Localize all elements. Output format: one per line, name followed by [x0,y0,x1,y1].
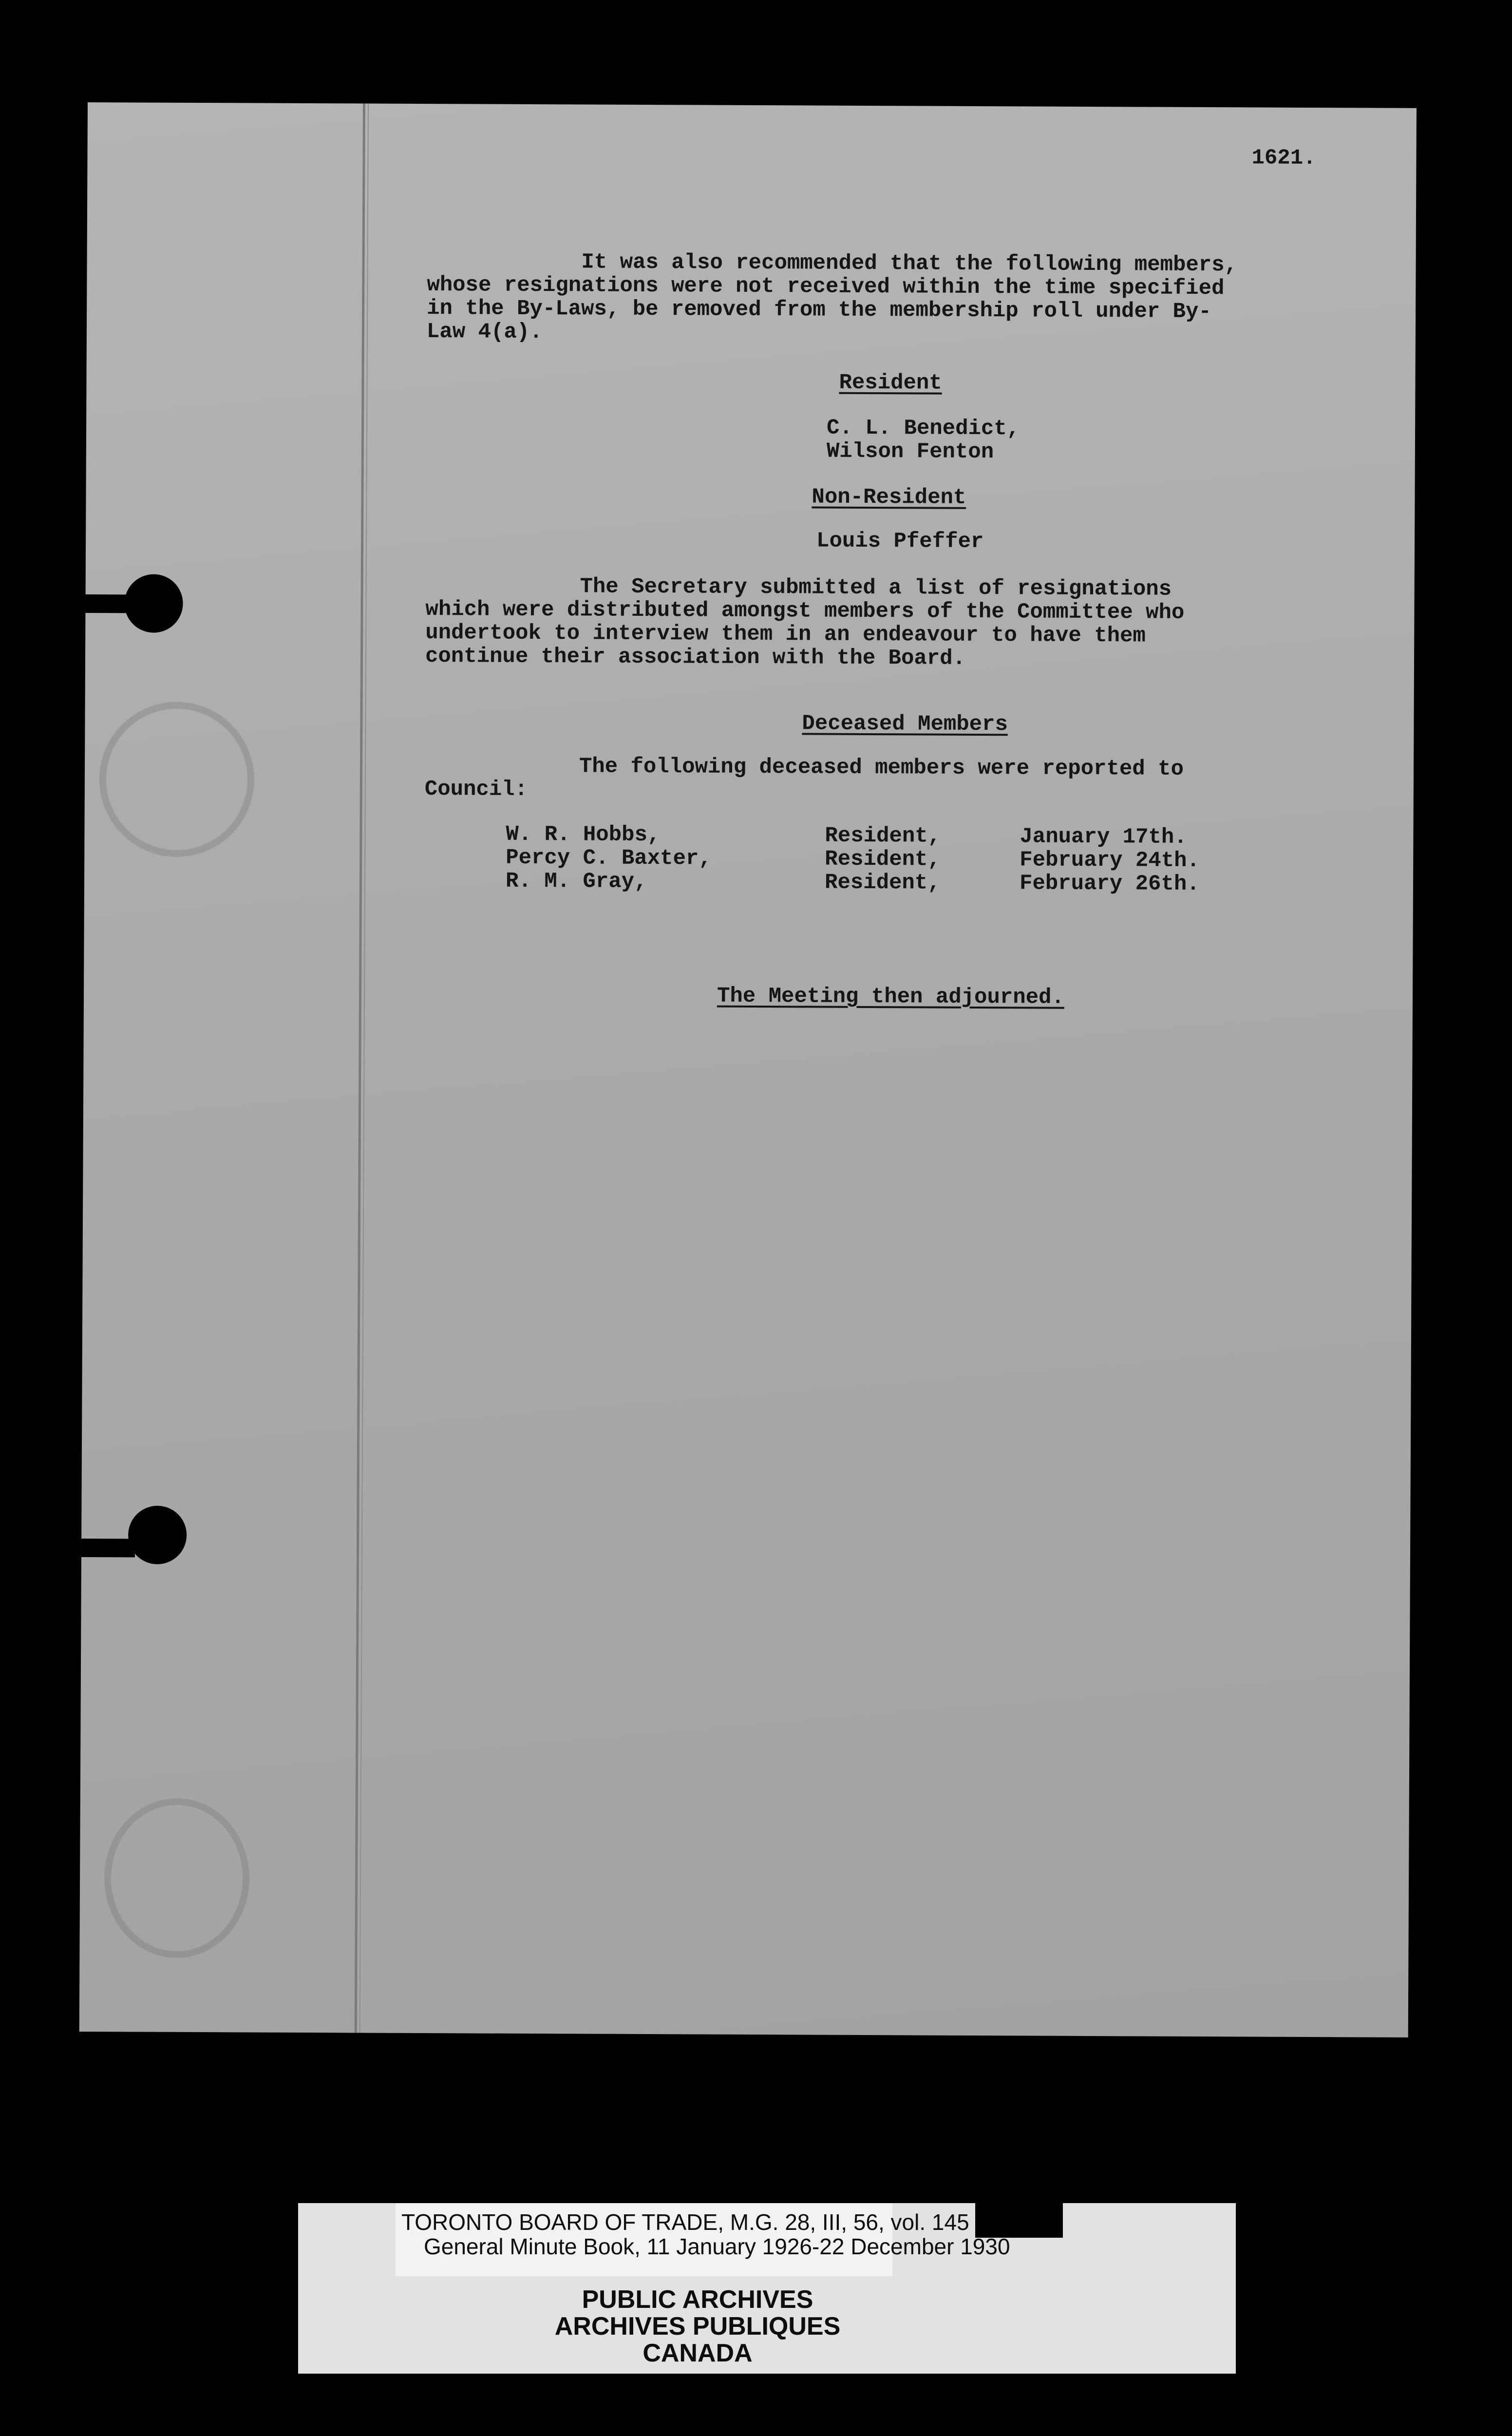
archive-label [298,2203,1236,2374]
deceased-heading: Deceased Members [802,711,1008,737]
resident-name-2: Wilson Fenton [826,439,994,465]
punch-hole-top [124,574,183,633]
deceased-name-3: R. M. Gray, [505,869,647,894]
intro-line-2: whose resignations were not received within the time specified [427,273,1225,301]
nonresident-heading: Non-Resident [812,485,966,510]
deceased-intro-line-2: Council: [424,777,528,802]
faded-stamp-top [99,702,254,857]
deceased-name-1: W. R. Hobbs, [506,822,661,848]
deceased-date-1: January 17th. [1020,824,1187,850]
intro-line-4: Law 4(a). [426,320,543,345]
deceased-status-2: Resident, [825,847,941,872]
deceased-name-2: Percy C. Baxter, [506,845,712,871]
secretary-line-2: which were distributed amongst members of the Committee who [425,597,1185,625]
deceased-date-2: February 24th. [1020,848,1200,873]
label-reference-line-1: TORONTO BOARD OF TRADE, M.G. 28, III, 56, vol. 145 [401,2209,969,2235]
label-reference-line-2: General Minute Book, 11 January 1926-22 December 1930 [424,2234,1010,2259]
intro-line-3: in the By-Laws, be removed from the membership roll under By- [427,296,1211,324]
intro-line-1: It was also recommended that the following members, [427,249,1238,278]
secretary-line-4: continue their association with the Board. [425,644,966,671]
deceased-date-3: February 26th. [1019,871,1200,896]
secretary-line-3: undertook to interview them in an endeavour to have them [425,621,1146,648]
archive-name-en: PUBLIC ARCHIVES [582,2285,813,2314]
archive-country: CANADA [643,2339,753,2367]
punch-hole-tab-bottom [81,1539,135,1557]
archive-name-fr: ARCHIVES PUBLIQUES [554,2312,841,2341]
nonresident-name: Louis Pfeffer [816,529,984,554]
resident-name-1: C. L. Benedict, [826,416,1020,441]
closing-line: The Meeting then adjourned. [717,984,1065,1010]
page-number: 1621. [1251,146,1316,171]
deceased-intro-line-1: The following deceased members were reported to [424,754,1184,781]
deceased-status-3: Resident, [824,870,941,895]
secretary-line-1: The Secretary submitted a list of resignations [425,574,1172,602]
punch-hole-bottom [128,1505,187,1564]
deceased-status-1: Resident, [825,823,941,849]
resident-heading: Resident [839,370,942,396]
faded-stamp-bottom [104,1798,249,1958]
document-page [79,102,1417,2037]
label-notch [975,2191,1063,2238]
